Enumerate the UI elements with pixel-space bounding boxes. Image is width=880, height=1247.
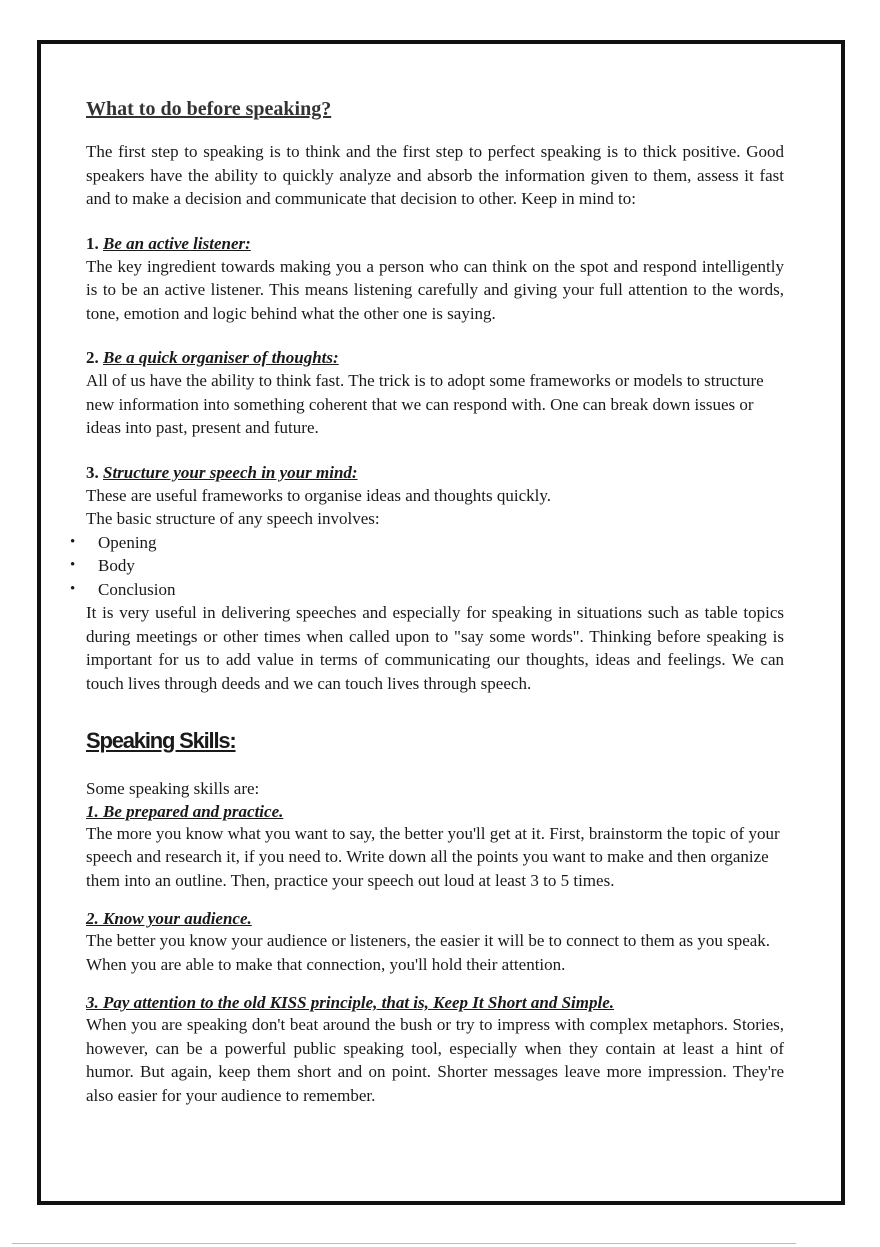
tip-number: 3.: [86, 462, 99, 482]
tip-heading-text: Be a quick organiser of thoughts:: [103, 348, 339, 367]
skill-body: The more you know what you want to say, the better you'll get at it. First, brainstorm the topic of your speech and research it, if you need to. Write down all the points you want to make and then organize them into an outline. Then, practice your speech out loud at least 3 to 5 times.: [86, 823, 780, 890]
intro-paragraph: The first step to speaking is to think and the first step to perfect speaking is to thick positive. Good speakers have the ability to quickly analyze and absorb the information given to them, assess it fast and to make a decision and communicate that decision to other. Keep in mind to:: [86, 142, 784, 208]
tip-active-listener: [86, 232, 784, 326]
tip-structure-speech: [70, 461, 784, 696]
skill-heading: 3. Pay attention to the old KISS principle, that is, Keep It Short and Simple.: [86, 993, 615, 1012]
tip-heading: [86, 346, 784, 369]
bullet-icon: •: [70, 557, 76, 573]
tip-number: 1.: [86, 233, 99, 253]
section-title-before-speaking: What to do before speaking?: [86, 98, 332, 120]
tip-heading-text: Structure your speech in your mind:: [103, 462, 358, 482]
document-body: [70, 96, 784, 1107]
speech-structure-list: [70, 531, 784, 602]
tip-heading-text: Be an active listener:: [103, 233, 251, 253]
list-item: • Conclusion: [86, 578, 784, 602]
tip-quick-organiser: [86, 346, 784, 440]
section-title-speaking-skills: Speaking Skills:: [86, 728, 236, 753]
footer-rule: [12, 1243, 796, 1244]
tip-heading: [86, 232, 784, 255]
list-item: • Opening: [86, 531, 784, 555]
skill-prepared: [86, 801, 784, 893]
tip-number: 2.: [86, 348, 99, 367]
skill-know-audience: [86, 908, 784, 976]
list-item: • Body: [86, 554, 784, 578]
skill-body: The better you know your audience or listeners, the easier it will be to connect to them as you speak. When you are able to make that connection, you'll hold their attention.: [86, 931, 771, 974]
skill-heading: 2. Know your audience.: [86, 909, 252, 928]
tip-body: The key ingredient towards making you a person who can think on the spot and respond intelligently is to be an active listener. This means listening carefully and giving your full attention to the words, tone, emotion and logic behind what the other one is saying.: [86, 256, 784, 323]
tip-body: All of us have the ability to think fast. The trick is to adopt some frameworks or models to structure new information into something coherent that we can respond with. One can break down issues or ideas into past, present and future.: [86, 371, 764, 437]
skills-intro: Some speaking skills are:: [86, 779, 260, 798]
bullet-icon: •: [70, 580, 76, 597]
skill-kiss: [86, 992, 784, 1107]
skill-body: When you are speaking don't beat around the bush or try to impress with complex metaphors. Stories, however, can be a powerful public speaking tool, especially when they contain at least a hint of humor. But again, keep them short and on point. Shorter messages leave more impression. They're also easier for your audience to remember.: [86, 1015, 784, 1105]
skill-heading: 1. Be prepared and practice.: [86, 801, 284, 821]
bullet-icon: •: [70, 533, 76, 550]
tip-body: It is very useful in delivering speeches and especially for speaking in situations such as table topics during meetings or other times when called upon to "say some words". Thinking before speaking is important for us to add value in terms of communicating our thoughts, ideas and feelings. We can touch lives through deeds and we can touch lives through speech.: [86, 603, 784, 693]
tip-line: These are useful frameworks to organise ideas and thoughts quickly.: [86, 485, 552, 505]
tip-heading: [86, 461, 784, 484]
tip-line: The basic structure of any speech involves:: [86, 509, 380, 528]
